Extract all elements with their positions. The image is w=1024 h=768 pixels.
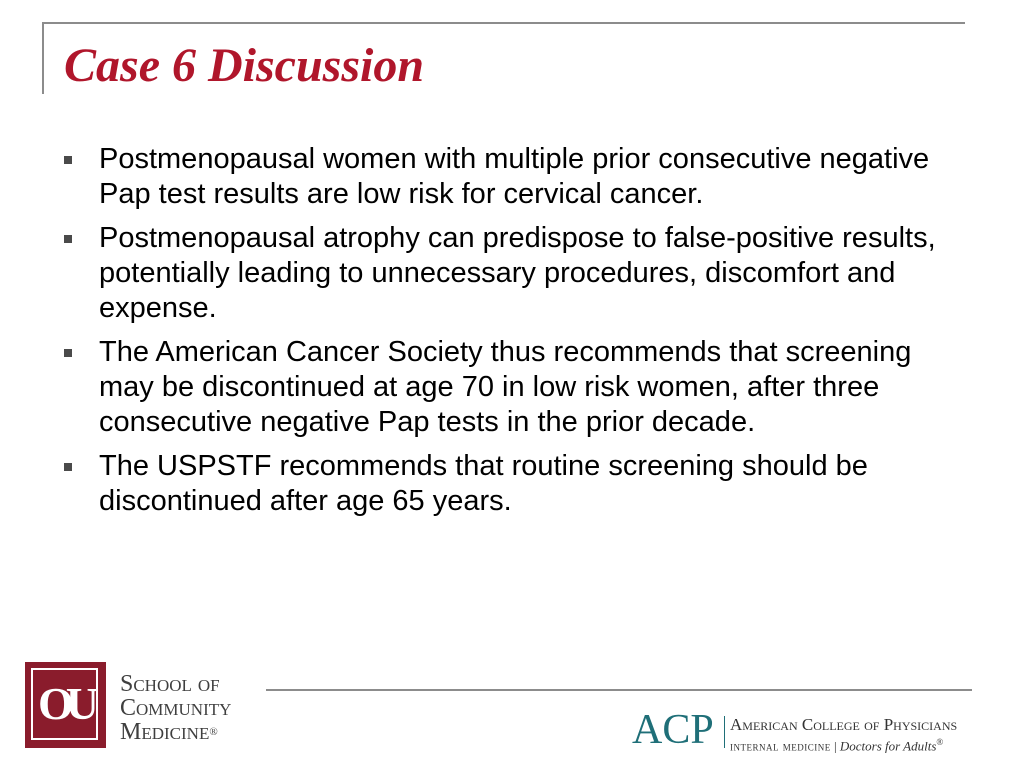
square-bullet-icon	[64, 235, 72, 243]
ou-logo-mark: OU	[38, 678, 91, 729]
slide-title: Case 6 Discussion	[64, 39, 425, 92]
acp-logo-divider	[724, 716, 725, 748]
footer-rule	[266, 689, 972, 691]
slide-frame-left-rule	[42, 22, 44, 94]
bullet-item	[62, 142, 974, 212]
school-of-community-medicine-wordmark	[120, 672, 231, 744]
bullet-item	[62, 335, 974, 440]
bullet-text: Postmenopausal atrophy can predispose to false-positive results, potentially leading to unnecessary procedures, discomfort and expense.	[99, 222, 936, 324]
school-line-1: School of	[120, 671, 220, 697]
slide-frame-top-rule	[42, 22, 965, 24]
bullet-item	[62, 449, 974, 519]
square-bullet-icon	[64, 156, 72, 164]
school-line-3: Medicine®	[120, 719, 218, 745]
acp-tagline: internal medicine | Doctors for Adults®	[730, 737, 944, 754]
bullet-text: The American Cancer Society thus recommends that screening may be discontinued at age 70 in low risk women, after three consecutive negative Pap tests in the prior decade.	[99, 336, 912, 438]
acp-logo-letters: ACP	[632, 707, 714, 753]
square-bullet-icon	[64, 463, 72, 471]
ou-logo	[25, 662, 106, 748]
bullet-text: Postmenopausal women with multiple prior consecutive negative Pap test results are low risk for cervical cancer.	[99, 143, 930, 210]
bullet-text: The USPSTF recommends that routine screening should be discontinued after age 65 years.	[99, 450, 868, 517]
ou-logo-border	[31, 668, 98, 740]
square-bullet-icon	[64, 349, 72, 357]
bullet-list	[62, 142, 974, 528]
school-line-2: Community	[120, 695, 232, 721]
acp-organization-name: American College of Physicians	[730, 715, 958, 734]
bullet-item	[62, 221, 974, 326]
